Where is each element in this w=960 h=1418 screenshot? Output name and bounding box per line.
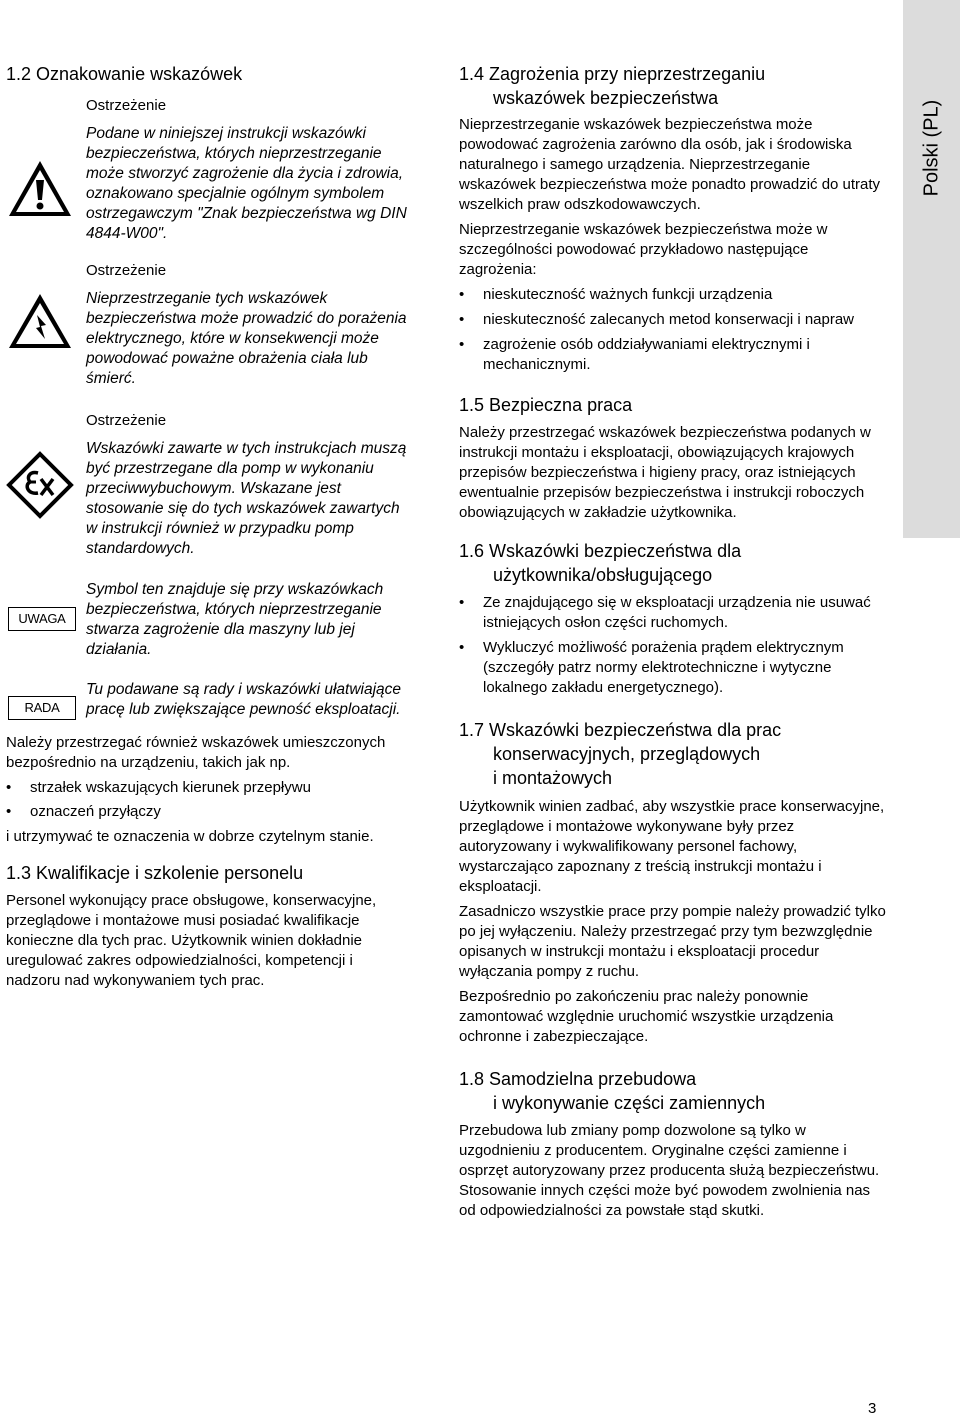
warning-text: Wskazówki zawarte w tych instrukcjach muszą być przestrzegane dla pomp w wykonaniu przeciwwybuchowym. Wskazane jest stosowanie się do tych wskazówek zawartych w instrukcji również w przypadku pomp standardowych. — [86, 440, 407, 557]
warning-text: Nieprzestrzeganie tych wskazówek bezpieczeństwa może prowadzić do porażenia elektrycznego, które w konsekwencji może powodować poważne obrażenia ciała lub śmierć. — [86, 290, 407, 387]
section-1-7-title — [459, 718, 889, 790]
warning-text: Podane w niniejszej instrukcji wskazówki bezpieczeństwa, których nieprzestrzeganie może stworzyć zagrożenie dla życia i zdrowia, oznakowano specjalnie ogólnym symbolem ostrzegawczym "Znak bezpieczeństwa wg DIN 4844-W00". — [86, 125, 407, 242]
title-line: i montażowych — [493, 768, 613, 788]
rada-label: RADA — [8, 696, 76, 720]
list-item: • Ze znajdującego się w eksploatacji urządzenia nie usuwać istniejących osłon części ruchomych. — [459, 593, 889, 633]
section-1-4-p2: Nieprzestrzeganie wskazówek bezpieczeństwa może w szczególności powodować przykładowo następujące zagrożenia: — [459, 221, 828, 278]
page-number: 3 — [868, 1400, 877, 1417]
list-item: • nieskuteczność zalecanych metod konserwacji i napraw — [459, 310, 889, 330]
list-item: • oznaczeń przyłączy — [6, 802, 410, 822]
section-1-7-p2: Zasadniczo wszystkie prace przy pompie należy prowadzić tylko po jej wyłączeniu. Należy przestrzegać przy tym bezwzględnie opisanych w instrukcji montażu i eksploatacji procedur wyłączania pompy z ruchu. — [459, 903, 886, 980]
warning-heading: Ostrzeżenie — [86, 262, 167, 279]
section-1-6-title — [459, 539, 889, 587]
caution-block — [6, 580, 410, 660]
title-line: 1.4 Zagrożenia przy nieprzestrzeganiu — [459, 64, 766, 84]
tip-block — [6, 680, 410, 720]
title-line: 1.6 Wskazówki bezpieczeństwa dla — [459, 541, 742, 561]
uwaga-label: UWAGA — [8, 607, 76, 631]
title-line: 1.7 Wskazówki bezpieczeństwa dla prac — [459, 720, 782, 740]
title-line: i wykonywanie części zamiennych — [493, 1093, 766, 1113]
explosion-warning-block — [6, 411, 410, 559]
general-warning-block — [6, 96, 410, 244]
caution-text: Symbol ten znajduje się przy wskazówkach bezpieczeństwa, których nieprzestrzeganie stwarza zagrożenie dla maszyny lub jej działania. — [86, 581, 384, 658]
list-item: • strzałek wskazujących kierunek przepływu — [6, 778, 410, 798]
section-1-3-title: 1.3 Kwalifikacje i szkolenie personelu — [6, 863, 304, 883]
section-1-7-p1: Użytkownik winien zadbać, aby wszystkie prace konserwacyjne, przeglądowe i montażowe wykonywane były przez autoryzowany i wykwalifikowany personel fachowy, wystarczająco zapoznany z treścią instrukcji montażu i eksploatacji. — [459, 798, 885, 895]
section-1-3-body: Personel wykonujący prace obsługowe, konserwacyjne, przeglądowe i montażowe musi posiadać kwalifikacje konieczne dla tych prac. Użytkownik winien dokładnie uregulować zakres odpowiedzialności, kompetencji i nadzoru nad wykonywaniem tych prac. — [6, 892, 377, 989]
explosion-protection-icon — [6, 451, 74, 519]
list-item: • nieskuteczność ważnych funkcji urządzenia — [459, 285, 889, 305]
title-line: 1.8 Samodzielna przebudowa — [459, 1069, 697, 1089]
electric-hazard-icon — [6, 291, 74, 351]
device-markings-after: i utrzymywać te oznaczenia w dobrze czytelnym stanie. — [6, 828, 374, 845]
section-1-2-title: 1.2 Oznakowanie wskazówek — [6, 64, 243, 84]
section-1-4-title — [459, 62, 889, 110]
warning-heading: Ostrzeżenie — [86, 412, 167, 429]
device-markings-list — [6, 778, 410, 822]
section-1-6-list — [459, 593, 889, 698]
electric-warning-block — [6, 261, 410, 389]
left-column — [6, 62, 410, 991]
list-item: • Wykluczyć możliwość porażenia prądem elektrycznym (szczegóły patrz normy elektrotechniczne i wytyczne lokalnego zakładu energetycznego). — [459, 638, 889, 698]
title-line: wskazówek bezpieczeństwa — [493, 88, 719, 108]
device-markings-note: Należy przestrzegać również wskazówek umieszczonych bezpośrednio na urządzeniu, takich jak np. — [6, 734, 386, 771]
list-item: • zagrożenie osób oddziaływaniami elektrycznymi i mechanicznymi. — [459, 335, 889, 375]
general-warning-icon — [6, 158, 74, 220]
title-line: użytkownika/obsługującego — [493, 565, 713, 585]
section-1-5-title: 1.5 Bezpieczna praca — [459, 395, 633, 415]
warning-heading: Ostrzeżenie — [86, 97, 167, 114]
section-1-8-title — [459, 1067, 889, 1115]
section-1-5-body: Należy przestrzegać wskazówek bezpieczeństwa podanych w instrukcji montażu i eksploatacji, obowiązujących krajowych przepisów bezpieczeństwa i higieny pracy, oraz istniejących ewentualnie przepisów bezpieczeństwa i instrukcji roboczych obowiązujących w zakładzie użytkownika. — [459, 424, 871, 521]
section-1-7-p3: Bezpośrednio po zakończeniu prac należy ponownie zamontować względnie uruchomić wszystkie urządzenia ochronne i zabezpieczające. — [459, 988, 834, 1045]
language-tab — [903, 0, 960, 538]
title-line: konserwacyjnych, przeglądowych — [493, 744, 761, 764]
section-1-8-body: Przebudowa lub zmiany pomp dozwolone są tylko w uzgodnieniu z producentem. Oryginalne części zamienne i osprzęt autoryzowany przez producenta służą bezpieczeństwu. Stosowanie innych części może być powodem zwolnienia nas od odpowiedzialności za powstałe stąd skutki. — [459, 1122, 880, 1219]
section-1-4-list — [459, 285, 889, 375]
section-1-4-p1: Nieprzestrzeganie wskazówek bezpieczeństwa może powodować zagrożenia zarówno dla osób, jak i środowiska naturalnego i samego urządzenia. Nieprzestrzeganie wskazówek bezpieczeństwa może ponadto prowadzić do utraty wszelkich praw odszkodowawczych. — [459, 116, 881, 213]
right-column — [459, 62, 889, 1221]
language-tab-label: Polski (PL) — [920, 99, 942, 197]
tip-text: Tu podawane są rady i wskazówki ułatwiające pracę lub zwiększające pewność eksploatacji. — [86, 681, 402, 718]
